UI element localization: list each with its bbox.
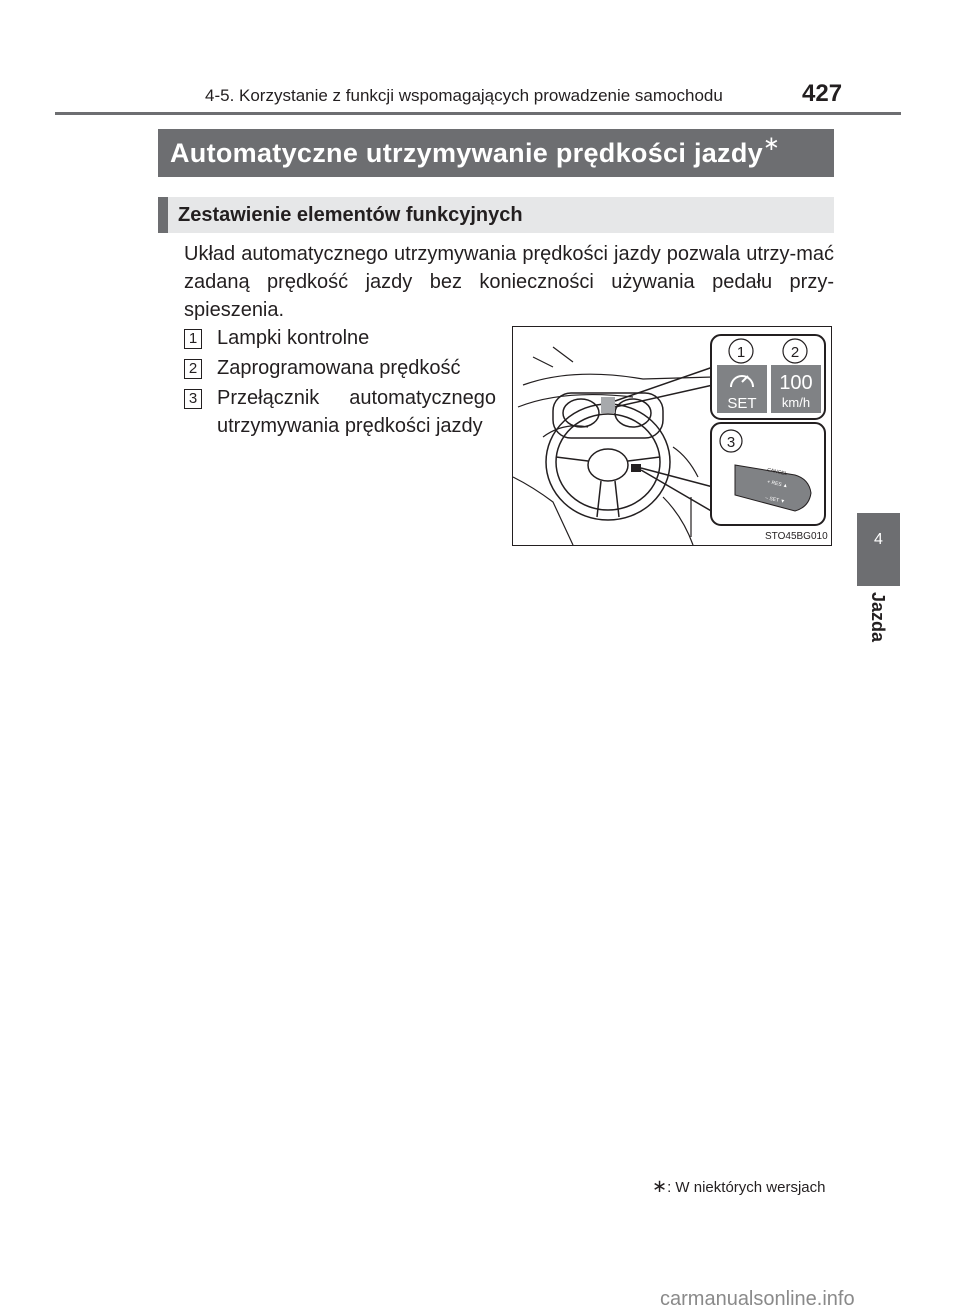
item-number-badge: 1 bbox=[184, 329, 202, 349]
item-number-badge: 2 bbox=[184, 359, 202, 379]
lever-res-label: + RES ▲ bbox=[766, 479, 789, 490]
page-number: 427 bbox=[802, 80, 843, 107]
dashboard-drawing bbox=[513, 327, 831, 545]
display-highlight bbox=[601, 397, 615, 413]
list-item bbox=[184, 324, 496, 352]
set-speed-unit: km/h bbox=[781, 395, 811, 410]
lever-set-label: – SET ▼ bbox=[764, 495, 786, 506]
cruise-control-illustration bbox=[512, 326, 832, 546]
header-rule bbox=[55, 112, 901, 115]
item-number-badge: 3 bbox=[184, 389, 202, 409]
chapter-label: Jazda bbox=[868, 592, 888, 643]
figure-code: STO45BG010 bbox=[765, 531, 828, 542]
callout-3: 3 bbox=[726, 434, 736, 451]
chapter-tab bbox=[857, 513, 900, 586]
intro-paragraph: Układ automatycznego utrzymywania prędkości jazdy pozwala utrzy-mać zadaną prędkość jazdy bez konieczności używania pedału przy-spieszenia. bbox=[184, 243, 834, 321]
lever-highlight bbox=[631, 464, 641, 472]
item-label: Zaprogramowana prędkość bbox=[217, 357, 461, 379]
watermark: carmanualsonline.info bbox=[660, 1288, 855, 1310]
list-item bbox=[184, 354, 496, 382]
item-label: Lampki kontrolne bbox=[217, 327, 370, 349]
lever-cancel-label: CANCEL bbox=[766, 467, 788, 478]
set-speed-value: 100 bbox=[779, 372, 813, 394]
header-section-path: 4-5. Korzystanie z funkcji wspomagających prowadzenie samochodu bbox=[205, 86, 723, 105]
set-indicator-text: SET bbox=[727, 395, 757, 412]
section-title bbox=[158, 129, 834, 177]
chapter-number: 4 bbox=[874, 531, 883, 548]
footnote-marker: ∗ bbox=[652, 1176, 668, 1196]
leader-lines bbox=[615, 367, 713, 512]
component-list bbox=[184, 324, 496, 442]
callout-1: 1 bbox=[736, 344, 746, 361]
footnote bbox=[652, 1176, 825, 1197]
footnote-text: : W niektórych wersjach bbox=[667, 1179, 826, 1196]
subsection-heading: Zestawienie elementów funkcyjnych bbox=[158, 197, 834, 233]
title-footnote-marker: ∗ bbox=[762, 133, 781, 155]
list-item bbox=[184, 384, 496, 440]
item-label: Przełącznik automatycznego utrzymywania prędkości jazdy bbox=[217, 387, 496, 437]
section-title-text: Automatyczne utrzymywanie prędkości jazdy bbox=[170, 138, 763, 168]
callout-2: 2 bbox=[790, 344, 800, 361]
